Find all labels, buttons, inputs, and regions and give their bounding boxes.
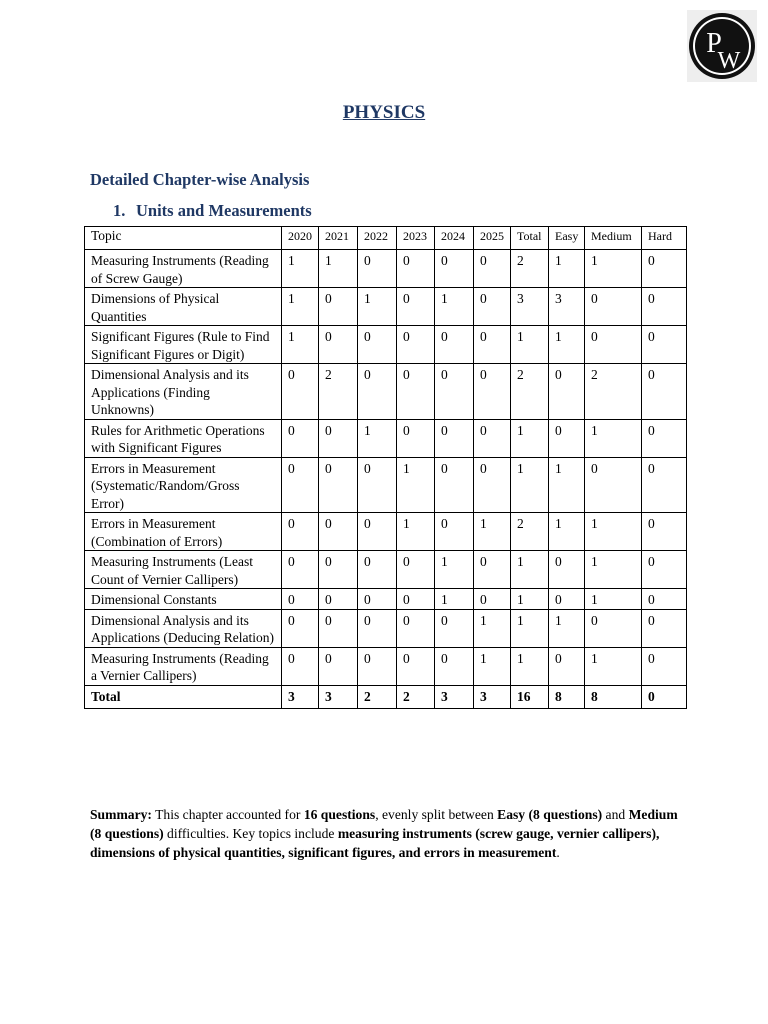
count-cell: 0 (642, 551, 687, 589)
chapter-summary (90, 805, 680, 862)
count-cell: 1 (549, 457, 585, 513)
count-cell: 1 (435, 551, 474, 589)
table-row (85, 288, 687, 326)
chapter-title: Units and Measurements (136, 201, 312, 220)
count-cell: 1 (511, 326, 549, 364)
count-cell: 1 (474, 513, 511, 551)
count-cell: 0 (282, 609, 319, 647)
total-cell: 8 (549, 685, 585, 708)
count-cell: 0 (397, 250, 435, 288)
count-cell: 1 (358, 288, 397, 326)
count-cell: 0 (585, 457, 642, 513)
count-cell: 0 (642, 513, 687, 551)
count-cell: 0 (642, 609, 687, 647)
total-cell: 0 (642, 685, 687, 708)
count-cell: 0 (474, 250, 511, 288)
count-cell: 0 (397, 326, 435, 364)
count-cell: 1 (435, 589, 474, 610)
count-cell: 0 (397, 551, 435, 589)
count-cell: 0 (397, 419, 435, 457)
header-cell: 2020 (282, 227, 319, 250)
topic-cell: Errors in Measurement (Systematic/Random/Gross Error) (85, 457, 282, 513)
table-row (85, 647, 687, 685)
count-cell: 0 (397, 589, 435, 610)
header-cell: Topic (85, 227, 282, 250)
count-cell: 0 (642, 419, 687, 457)
count-cell: 0 (549, 419, 585, 457)
summary-emphasis: Medium (8 questions) (90, 807, 678, 841)
header-cell: 2024 (435, 227, 474, 250)
count-cell: 0 (642, 326, 687, 364)
count-cell: 0 (585, 288, 642, 326)
table-row (85, 513, 687, 551)
topic-cell: Measuring Instruments (Reading of Screw Gauge) (85, 250, 282, 288)
table-body (85, 250, 687, 686)
count-cell: 0 (282, 513, 319, 551)
section-heading: Detailed Chapter-wise Analysis (90, 170, 310, 189)
count-cell: 0 (435, 647, 474, 685)
count-cell: 0 (358, 589, 397, 610)
total-cell: 2 (397, 685, 435, 708)
total-cell: 3 (435, 685, 474, 708)
count-cell: 1 (585, 513, 642, 551)
topic-cell: Dimensions of Physical Quantities (85, 288, 282, 326)
count-cell: 0 (585, 326, 642, 364)
count-cell: 0 (474, 326, 511, 364)
svg-text:W: W (717, 48, 741, 74)
count-cell: 1 (549, 250, 585, 288)
count-cell: 0 (397, 364, 435, 420)
count-cell: 1 (319, 250, 358, 288)
count-cell: 0 (319, 647, 358, 685)
total-row (85, 685, 687, 708)
count-cell: 1 (511, 647, 549, 685)
summary-text: difficulties. Key topics include (163, 826, 338, 841)
count-cell: 0 (319, 457, 358, 513)
topic-cell: Dimensional Analysis and its Applications (Deducing Relation) (85, 609, 282, 647)
count-cell: 1 (511, 609, 549, 647)
count-cell: 0 (435, 609, 474, 647)
header-cell: Hard (642, 227, 687, 250)
count-cell: 0 (549, 364, 585, 420)
count-cell: 0 (358, 513, 397, 551)
count-cell: 1 (511, 589, 549, 610)
count-cell: 0 (282, 647, 319, 685)
count-cell: 0 (642, 364, 687, 420)
count-cell: 0 (319, 419, 358, 457)
summary-text: This chapter accounted for (151, 807, 304, 822)
count-cell: 1 (585, 647, 642, 685)
count-cell: 2 (585, 364, 642, 420)
count-cell: 0 (474, 551, 511, 589)
table-row (85, 419, 687, 457)
count-cell: 0 (397, 288, 435, 326)
summary-emphasis: Easy (8 questions) (497, 807, 603, 822)
count-cell: 0 (358, 250, 397, 288)
total-cell: 3 (282, 685, 319, 708)
count-cell: 0 (358, 647, 397, 685)
count-cell: 0 (549, 551, 585, 589)
table-header-row (85, 227, 687, 250)
count-cell: 0 (282, 551, 319, 589)
count-cell: 0 (474, 589, 511, 610)
count-cell: 1 (585, 250, 642, 288)
table-row (85, 589, 687, 610)
count-cell: 0 (358, 551, 397, 589)
count-cell: 0 (642, 250, 687, 288)
count-cell: 3 (549, 288, 585, 326)
count-cell: 0 (319, 589, 358, 610)
count-cell: 0 (282, 589, 319, 610)
count-cell: 0 (319, 326, 358, 364)
total-cell: 8 (585, 685, 642, 708)
total-label: Total (85, 685, 282, 708)
count-cell: 1 (474, 647, 511, 685)
count-cell: 0 (319, 609, 358, 647)
count-cell: 0 (358, 326, 397, 364)
count-cell: 0 (282, 457, 319, 513)
table-row (85, 609, 687, 647)
count-cell: 0 (282, 419, 319, 457)
count-cell: 1 (282, 288, 319, 326)
count-cell: 0 (642, 457, 687, 513)
header-cell: 2025 (474, 227, 511, 250)
count-cell: 1 (358, 419, 397, 457)
count-cell: 0 (585, 609, 642, 647)
count-cell: 1 (585, 551, 642, 589)
summary-text: and (602, 807, 629, 822)
count-cell: 2 (511, 513, 549, 551)
count-cell: 1 (549, 513, 585, 551)
chapter-number: 1. (113, 201, 126, 220)
count-cell: 0 (549, 647, 585, 685)
count-cell: 1 (549, 326, 585, 364)
count-cell: 2 (511, 364, 549, 420)
count-cell: 0 (474, 419, 511, 457)
topic-cell: Significant Figures (Rule to Find Significant Figures or Digit) (85, 326, 282, 364)
topic-cell: Measuring Instruments (Least Count of Vernier Callipers) (85, 551, 282, 589)
header-cell: 2021 (319, 227, 358, 250)
pw-logo (687, 10, 757, 82)
header-cell: Total (511, 227, 549, 250)
table-row (85, 364, 687, 420)
count-cell: 0 (358, 457, 397, 513)
table-row (85, 250, 687, 288)
count-cell: 1 (397, 457, 435, 513)
count-cell: 0 (397, 647, 435, 685)
table-row (85, 551, 687, 589)
table-row (85, 326, 687, 364)
count-cell: 1 (435, 288, 474, 326)
count-cell: 0 (435, 457, 474, 513)
count-cell: 2 (511, 250, 549, 288)
count-cell: 1 (397, 513, 435, 551)
summary-text: . (556, 845, 560, 860)
count-cell: 0 (435, 250, 474, 288)
count-cell: 0 (435, 419, 474, 457)
topic-cell: Errors in Measurement (Combination of Errors) (85, 513, 282, 551)
count-cell: 1 (585, 419, 642, 457)
topic-cell: Measuring Instruments (Reading a Vernier Callipers) (85, 647, 282, 685)
count-cell: 1 (585, 589, 642, 610)
svg-text:P: P (706, 28, 722, 59)
count-cell: 0 (435, 364, 474, 420)
count-cell: 0 (319, 551, 358, 589)
count-cell: 1 (511, 551, 549, 589)
count-cell: 1 (511, 419, 549, 457)
count-cell: 0 (474, 364, 511, 420)
count-cell: 0 (642, 288, 687, 326)
page-title: PHYSICS (342, 102, 426, 123)
topic-cell: Dimensional Analysis and its Applications (Finding Unknowns) (85, 364, 282, 420)
count-cell: 0 (358, 364, 397, 420)
total-cell: 3 (319, 685, 358, 708)
chapter-heading (113, 201, 312, 221)
count-cell: 1 (549, 609, 585, 647)
total-cell: 2 (358, 685, 397, 708)
count-cell: 0 (474, 288, 511, 326)
count-cell: 0 (319, 513, 358, 551)
header-cell: 2022 (358, 227, 397, 250)
table-row (85, 457, 687, 513)
total-cell: 16 (511, 685, 549, 708)
count-cell: 0 (282, 364, 319, 420)
total-cell: 3 (474, 685, 511, 708)
topic-cell: Dimensional Constants (85, 589, 282, 610)
count-cell: 0 (319, 288, 358, 326)
summary-emphasis: measuring instruments (screw gauge, vernier callipers), dimensions of physical quantities, significant figures, and errors in measurement (90, 826, 660, 860)
count-cell: 0 (435, 513, 474, 551)
summary-text: , evenly split between (375, 807, 498, 822)
chapter-analysis-table (84, 226, 687, 709)
count-cell: 3 (511, 288, 549, 326)
count-cell: 2 (319, 364, 358, 420)
summary-label: Summary: (90, 807, 152, 822)
count-cell: 0 (549, 589, 585, 610)
count-cell: 0 (358, 609, 397, 647)
count-cell: 0 (397, 609, 435, 647)
summary-emphasis: 16 questions (303, 807, 376, 822)
count-cell: 1 (282, 250, 319, 288)
count-cell: 0 (642, 647, 687, 685)
header-cell: Medium (585, 227, 642, 250)
count-cell: 1 (474, 609, 511, 647)
count-cell: 1 (282, 326, 319, 364)
count-cell: 0 (642, 589, 687, 610)
header-cell: Easy (549, 227, 585, 250)
header-cell: 2023 (397, 227, 435, 250)
count-cell: 0 (474, 457, 511, 513)
topic-cell: Rules for Arithmetic Operations with Significant Figures (85, 419, 282, 457)
count-cell: 0 (435, 326, 474, 364)
count-cell: 1 (511, 457, 549, 513)
